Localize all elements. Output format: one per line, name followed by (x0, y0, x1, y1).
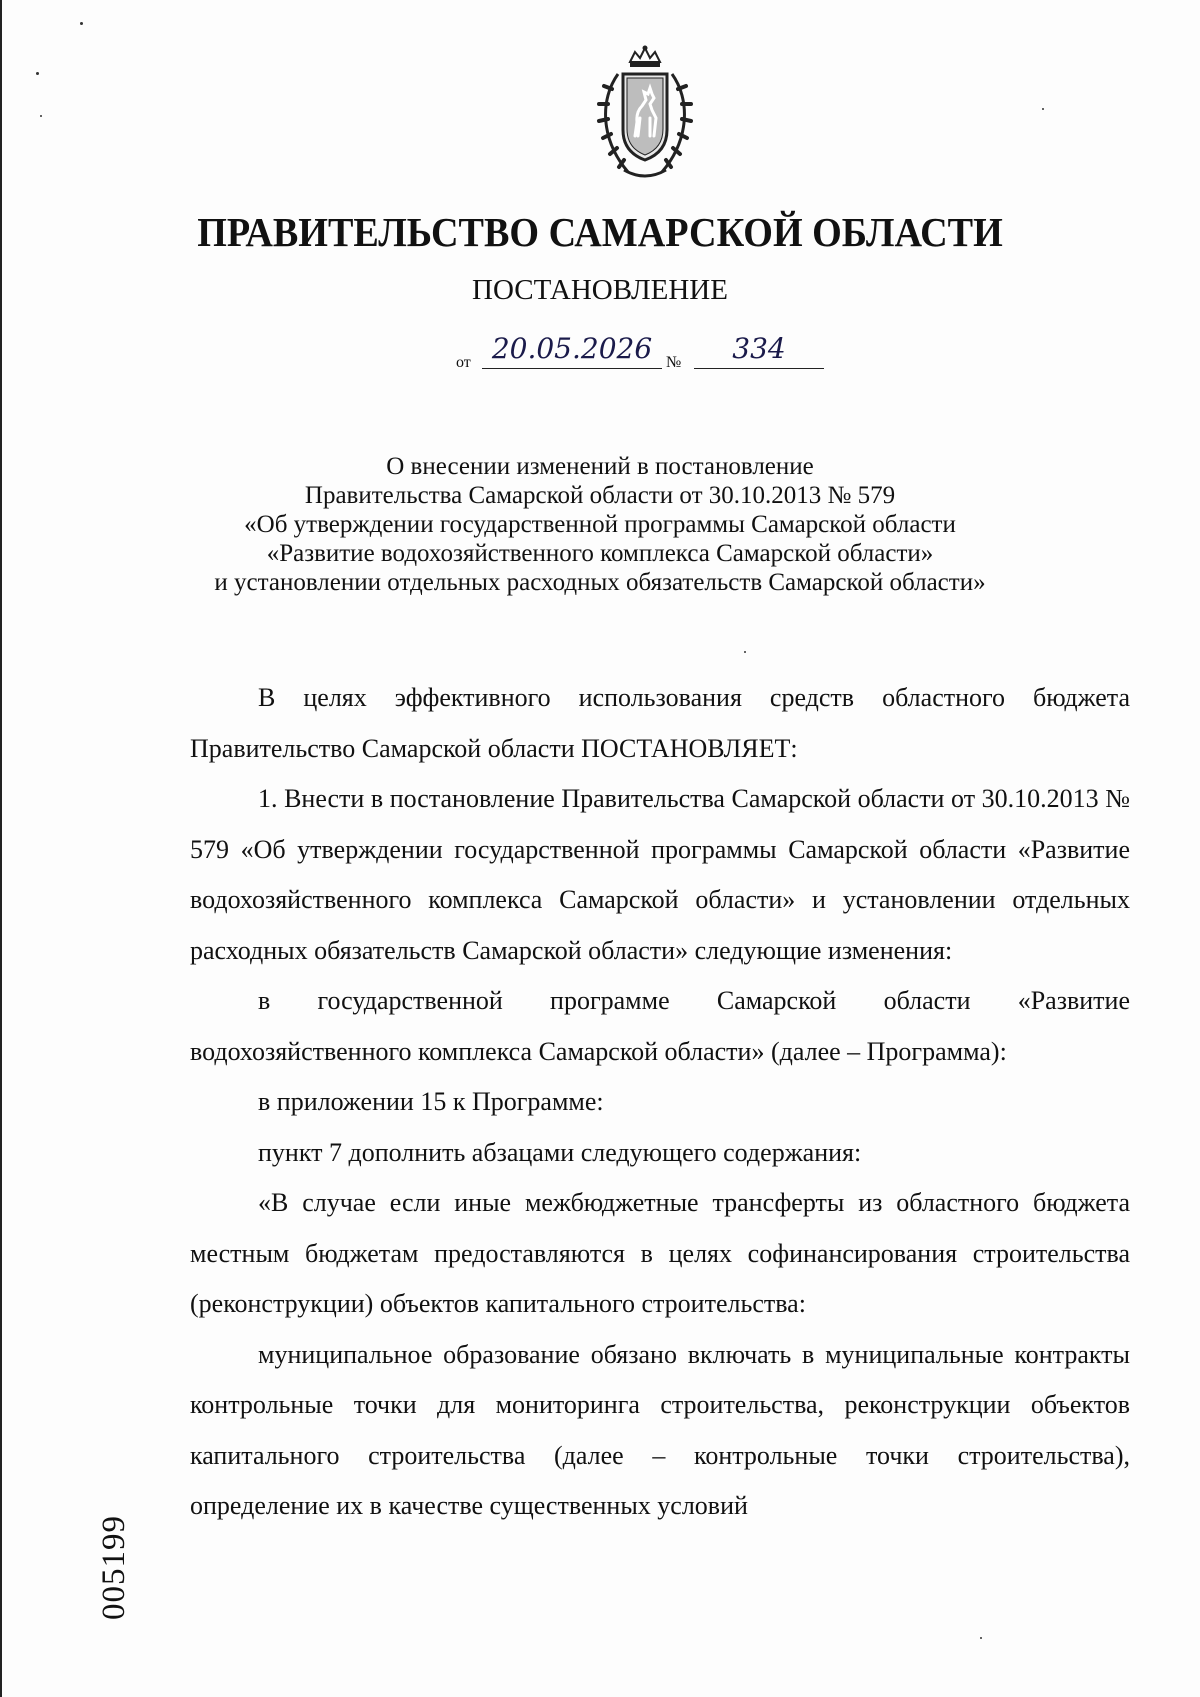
side-serial-number: 005199 (96, 1515, 132, 1620)
number-prefix: № (666, 354, 682, 371)
subject-line: Правительства Самарской области от 30.10.2013 № 579 (304, 482, 896, 509)
document-subject (150, 452, 1050, 597)
coat-of-arms-icon (590, 44, 700, 184)
document-type: ПОСТАНОВЛЕНИЕ (472, 274, 728, 306)
date-prefix: от (456, 354, 471, 371)
document-date: 20.05.2026 (482, 332, 662, 369)
document-number: 334 (694, 332, 824, 369)
subject-line: «Развитие водохозяйственного комплекса Самарской области» (266, 540, 934, 567)
subject-line: О внесении изменений в постановление (386, 453, 814, 480)
scan-edge-line (0, 0, 2, 1697)
subject-line: и установлении отдельных расходных обязательств Самарской области» (214, 569, 986, 596)
scan-speck (36, 72, 39, 75)
body-paragraph: В целях эффективного использования средств областного бюджета Правительство Самарской области ПОСТАНОВЛЯЕТ: (190, 683, 1130, 763)
body-paragraph: «В случае если иные межбюджетные трансферты из областного бюджета местным бюджетам предоставляются в целях софинансирования строительства (реконструкции) объектов капитального строительства: (190, 1188, 1130, 1318)
scan-speck (1042, 108, 1044, 110)
body-paragraph: пункт 7 дополнить абзацами следующего содержания: (258, 1137, 862, 1167)
government-title: ПРАВИТЕЛЬСТВО САМАРСКОЙ ОБЛАСТИ (197, 209, 1003, 255)
scan-speck (40, 115, 42, 117)
body-paragraph: муниципальное образование обязано включать в муниципальные контракты контрольные точки для мониторинга строительства, реконструкции объектов капитального строительства (далее – контрольные точки строительства), определение их в качестве существенных условий (190, 1339, 1130, 1520)
date-number-line (456, 332, 856, 378)
body-paragraph: 1. Внести в постановление Правительства Самарской области от 30.10.2013 № 579 «Об утверждении государственной программы Самарской области «Развитие водохозяйственного комплекса Самарской области» и установлении отдельных расходных обязательств Самарской области» следующие изменения: (190, 784, 1130, 965)
subject-line: «Об утверждении государственной программы Самарской области (244, 511, 956, 538)
body-paragraph: в приложении 15 к Программе: (258, 1087, 604, 1116)
scan-speck (80, 22, 83, 25)
scan-speck (980, 1637, 982, 1639)
document-body (190, 673, 1130, 1532)
body-paragraph: в государственной программе Самарской области «Развитие водохозяйственного комплекса Самарской области» (далее – Программа): (190, 986, 1130, 1066)
scan-speck (744, 651, 746, 653)
